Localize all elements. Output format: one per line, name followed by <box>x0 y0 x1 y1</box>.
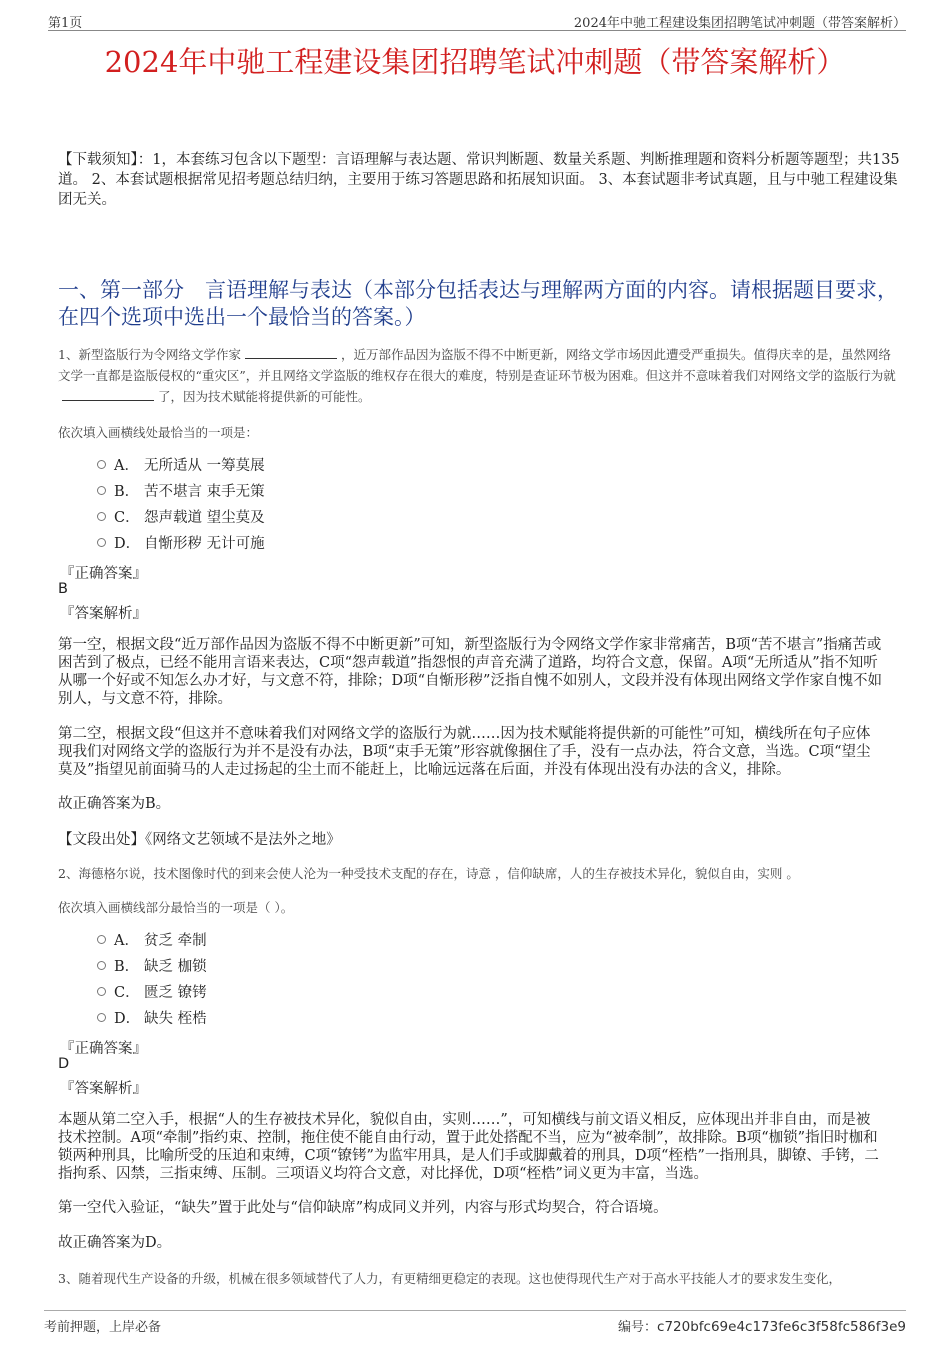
option-text: 贫乏 牵制 <box>144 933 207 949</box>
question-1-stem <box>58 344 900 407</box>
footer-code-value: c720bfc69e4c173fe6c3f58fc586f3e9 <box>657 1319 906 1335</box>
q2-option-a[interactable] <box>97 931 207 951</box>
option-text: 无所适从 一筹莫展 <box>144 458 265 474</box>
radio-icon[interactable] <box>97 987 106 996</box>
question-2-stem: 2、海德格尔说，技术图像时代的到来会使人沦为一种受技术支配的存在，诗意 ，信仰缺席，人的生存被技术异化，貌似自由，实则 。 <box>58 866 799 881</box>
q2-analysis-label: 『答案解析』 <box>60 1081 147 1097</box>
blank-line <box>62 388 154 401</box>
option-letter: D． <box>114 1011 141 1027</box>
radio-icon[interactable] <box>97 935 106 944</box>
page-number: 第1页 <box>48 16 83 31</box>
option-letter: D． <box>114 536 141 552</box>
q2-analysis-paragraph: 本题从第二空入手，根据“人的生存被技术异化，貌似自由，实则……”，可知横线与前文语义相反，应体现出并非自由，而是被技术控制。A项“牵制”指约束、控制，拖住使不能自由行动，置于此处搭配不当，应为“被牵制”，故排除。B项“枷锁”指旧时枷和锁两种刑具，比喻所受的压迫和束缚，C项“镣铐”为监牢用具，是人们手或脚戴着的刑具，D项“桎梏”一指刑具，脚镣、手铐，二指拘系、囚禁，三指束缚、压制。三项语义均符合文意，对比择优，D项“桎梏”词义更为丰富，当选。 <box>58 1112 879 1182</box>
option-text: 怨声载道 望尘莫及 <box>144 510 265 526</box>
document-title: 2024年中驰工程建设集团招聘笔试冲刺题（带答案解析） <box>104 45 846 79</box>
q1-analysis-paragraph: 第一空，根据文段“近万部作品因为盗版不得不中断更新”可知，新型盗版行为令网络文学作家非常痛苦，B项“苦不堪言”指痛苦或困苦到了极点，已经不能用言语来表达，C项“怨声载道”指怨恨的声音充满了道路，均符合文意，保留。A项“无所适从”指不知听从哪一个好或不知怎么办才好，与文意不符，排除；D项“自惭形秽”泛指自愧不如别人，文段并没有体现出网络文学作家自愧不如别人，与文意不符，排除。 <box>58 637 882 707</box>
radio-icon[interactable] <box>97 1013 106 1022</box>
q1-option-a[interactable] <box>97 456 265 476</box>
page-header <box>48 12 906 31</box>
option-letter: B． <box>114 484 140 500</box>
radio-icon[interactable] <box>97 961 106 970</box>
q1-option-b[interactable] <box>97 482 265 502</box>
q2-answer: D <box>58 1056 70 1072</box>
option-letter: A． <box>114 933 139 949</box>
question-2-instruction: 依次填入画横线部分最恰当的一项是（ ）。 <box>58 900 294 915</box>
option-letter: C． <box>114 985 140 1001</box>
q2-option-c[interactable] <box>97 983 207 1003</box>
option-text: 缺乏 枷锁 <box>144 959 207 975</box>
download-notice: 【下载须知】：1，本套练习包含以下题型：言语理解与表达题、常识判断题、数量关系题、判断推理题和资料分析题等题型；共135道。 2、本套试题根据常见招考题总结归纳，主要用于练习答题思路和拓展知识面。 3、本套试题非考试真题，且与中驰工程建设集团无关。 <box>58 152 900 208</box>
q1-option-c[interactable] <box>97 508 265 528</box>
q2-analysis-conclusion: 故正确答案为D。 <box>58 1235 172 1251</box>
q2-option-d[interactable] <box>97 1009 207 1029</box>
question-3-stem: 3、随着现代生产设备的升级，机械在很多领域替代了人力，有更精细更稳定的表现。这也使得现代生产对于高水平技能人才的要求发生变化， <box>58 1271 841 1286</box>
question-1-instruction: 依次填入画横线处最恰当的一项是： <box>58 425 259 440</box>
footer-code <box>618 1316 906 1335</box>
page-footer <box>44 1310 906 1339</box>
q1-stem-part2: ，近万部作品因为盗版不得不中断更新，网络文学市场因此遭受严重损失。值得庆幸的是，虽然网络文学一直都是盗版侵权的“重灾区”，并且网络文学盗版的维权存在很大的难度，特别是查证环节极为困难。但这并不意味着我们对网络文学的盗版行为就 <box>58 347 896 383</box>
q1-answer: B <box>58 581 68 597</box>
q1-source: 【文段出处】《网络文艺领域不是法外之地》 <box>58 832 341 848</box>
option-text: 匮乏 镣铐 <box>144 985 207 1001</box>
q1-analysis-conclusion: 故正确答案为B。 <box>58 796 171 812</box>
option-letter: C． <box>114 510 140 526</box>
option-text: 缺失 桎梏 <box>144 1011 207 1027</box>
header-doc-title: 2024年中驰工程建设集团招聘笔试冲刺题（带答案解析） <box>573 16 906 31</box>
q2-answer-label: 『正确答案』 <box>60 1041 147 1057</box>
q1-analysis-label: 『答案解析』 <box>60 606 147 622</box>
option-letter: B． <box>114 959 140 975</box>
blank-line <box>245 346 337 359</box>
footer-code-label: 编号： <box>618 1320 658 1335</box>
q1-stem-part1: 1、新型盗版行为令网络文学作家 <box>58 347 241 362</box>
radio-icon[interactable] <box>97 538 106 547</box>
q2-analysis-paragraph: 第一空代入验证，“缺失”置于此处与“信仰缺席”构成同义并列，内容与形式均契合，符合语境。 <box>58 1200 668 1216</box>
q1-option-d[interactable] <box>97 534 265 554</box>
q2-option-b[interactable] <box>97 957 207 977</box>
radio-icon[interactable] <box>97 486 106 495</box>
footer-slogan: 考前押题，上岸必备 <box>44 1320 162 1335</box>
radio-icon[interactable] <box>97 512 106 521</box>
q1-stem-part3: 了，因为技术赋能将提供新的可能性。 <box>158 389 371 404</box>
option-text: 自惭形秽 无计可施 <box>144 536 265 552</box>
q1-analysis-paragraph: 第二空，根据文段“但这并不意味着我们对网络文学的盗版行为就……因为技术赋能将提供新的可能性”可知，横线所在句子应体现我们对网络文学的盗版行为并不是没有办法，B项“束手无策”形容就像捆住了手，没有一点办法，符合文意，当选。C项“望尘莫及”指望见前面骑马的人走过扬起的尘土而不能赶上，比喻远远落在后面，并没有体现出没有办法的含义，排除。 <box>58 726 871 778</box>
option-letter: A． <box>114 458 139 474</box>
q1-answer-label: 『正确答案』 <box>60 566 147 582</box>
section-heading: 一、第一部分 言语理解与表达（本部分包括表达与理解两方面的内容。请根据题目要求，在四个选项中选出一个最恰当的答案。） <box>58 278 898 329</box>
option-text: 苦不堪言 束手无策 <box>144 484 265 500</box>
radio-icon[interactable] <box>97 460 106 469</box>
